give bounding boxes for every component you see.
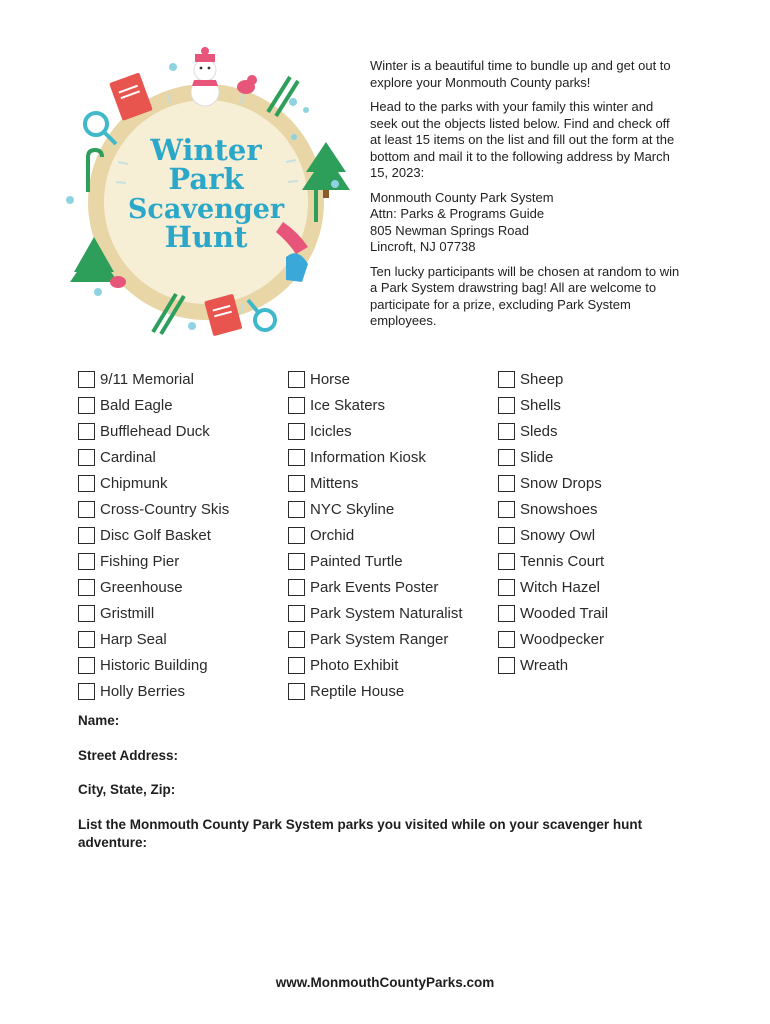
checklist-item[interactable] <box>78 574 229 600</box>
checkbox[interactable] <box>78 605 95 622</box>
checklist-item-label: Mittens <box>310 474 359 492</box>
checklist-item[interactable] <box>498 652 608 678</box>
checklist-item-label: Slide <box>520 448 554 466</box>
magnifying-glass-icon <box>85 113 116 144</box>
checklist-item-label: Snowshoes <box>520 500 598 518</box>
checklist-item-label: Snow Drops <box>520 474 602 492</box>
checklist-item-label: Shells <box>520 396 561 414</box>
checklist-item[interactable] <box>498 366 608 392</box>
checkbox[interactable] <box>288 475 305 492</box>
checklist-item[interactable] <box>288 626 463 652</box>
checklist-item-label: Cross-Country Skis <box>100 500 230 518</box>
checklist-item-label: Chipmunk <box>100 474 168 492</box>
checkbox[interactable] <box>498 579 515 596</box>
checklist-item-label: Ice Skaters <box>310 396 386 414</box>
checkbox[interactable] <box>78 423 95 440</box>
logo-graphic <box>58 42 358 347</box>
checkbox[interactable] <box>288 579 305 596</box>
name-field-label[interactable]: Name: <box>78 713 120 728</box>
checklist-item[interactable] <box>78 470 229 496</box>
checklist-item-label: Witch Hazel <box>520 578 601 596</box>
checklist-item[interactable] <box>498 444 608 470</box>
checkbox[interactable] <box>288 371 305 388</box>
checklist-item-label: Park Events Poster <box>310 578 439 596</box>
address-line-4: Lincroft, NJ 07738 <box>370 239 476 254</box>
checklist-item[interactable] <box>288 392 463 418</box>
checklist-item[interactable] <box>78 392 229 418</box>
checklist-item[interactable] <box>288 600 463 626</box>
checkbox[interactable] <box>288 683 305 700</box>
checkbox[interactable] <box>78 501 95 518</box>
checklist-item-label: 9/11 Memorial <box>100 370 194 388</box>
checklist-item-label: Historic Building <box>100 656 208 674</box>
checkbox[interactable] <box>78 449 95 466</box>
checklist-item-label: Bald Eagle <box>100 396 173 414</box>
checkbox[interactable] <box>78 657 95 674</box>
checklist-item-label: Painted Turtle <box>310 552 403 570</box>
checkbox[interactable] <box>78 371 95 388</box>
checkbox[interactable] <box>78 631 95 648</box>
address-line-1: Monmouth County Park System <box>370 189 554 205</box>
checkbox[interactable] <box>498 397 515 414</box>
checklist-item-label: Cardinal <box>100 448 156 466</box>
checklist-item[interactable] <box>498 522 608 548</box>
checklist-item-label: Fishing Pier <box>100 552 180 570</box>
checkbox[interactable] <box>498 371 515 388</box>
checklist-item-label: Icicles <box>310 422 352 440</box>
checklist-item-label: NYC Skyline <box>310 500 395 518</box>
checklist-item[interactable] <box>78 444 229 470</box>
checklist-item[interactable] <box>498 418 608 444</box>
checklist-item[interactable] <box>78 652 229 678</box>
checklist-item-label: Holly Berries <box>100 682 186 700</box>
checklist-item[interactable] <box>78 418 229 444</box>
checklist-item-label: Wooded Trail <box>520 604 609 622</box>
checkbox[interactable] <box>498 501 515 518</box>
checklist-item-label: Horse <box>310 370 351 388</box>
checklist-item[interactable] <box>288 548 463 574</box>
checklist-item[interactable] <box>498 600 608 626</box>
checkbox[interactable] <box>288 657 305 674</box>
checklist-item[interactable] <box>288 574 463 600</box>
checklist-item[interactable] <box>498 392 608 418</box>
checklist-column-1 <box>78 366 229 704</box>
address-line-2: Attn: Parks & Programs Guide <box>370 206 545 221</box>
cardinal-icon <box>110 276 126 288</box>
checkbox[interactable] <box>288 501 305 518</box>
logo-title-line-3: Scavenger <box>127 194 285 225</box>
street-address-field-label[interactable]: Street Address: <box>78 747 179 763</box>
intro-paragraph-2: Head to the parks with your family this winter and seek out the objects listed below. Find and check off at least 15 items on the list and fill out the form at the bottom and mail it to the following address by March 15, 2023: <box>370 99 675 180</box>
checklist-item[interactable] <box>78 548 229 574</box>
checklist-item-label: Snowy Owl <box>520 526 596 544</box>
checklist-item-label: Photo Exhibit <box>310 656 399 674</box>
logo-title-line-2: Park <box>168 162 244 196</box>
checkbox[interactable] <box>78 683 95 700</box>
checkbox[interactable] <box>498 449 515 466</box>
checkbox[interactable] <box>288 631 305 648</box>
bird-icon <box>237 75 257 94</box>
checklist-item[interactable] <box>78 522 229 548</box>
checkbox[interactable] <box>498 527 515 544</box>
checklist-item[interactable] <box>288 444 463 470</box>
checklist-item[interactable] <box>288 496 463 522</box>
checklist-item-label: Disc Golf Basket <box>100 526 211 544</box>
checkbox[interactable] <box>288 605 305 622</box>
website-url[interactable]: www.MonmouthCountyParks.com <box>275 975 495 990</box>
checkbox[interactable] <box>78 527 95 544</box>
checkbox[interactable] <box>498 657 515 674</box>
winter-park-scavenger-hunt-logo <box>58 42 358 347</box>
checklist-item[interactable] <box>288 418 463 444</box>
checklist-item[interactable] <box>78 600 229 626</box>
checkbox[interactable] <box>498 475 515 492</box>
intro-paragraph-3: Ten lucky participants will be chosen at random to win a Park System drawstring bag! All are welcome to participate for a prize, excluding Park System employees. <box>370 263 680 328</box>
checkbox[interactable] <box>288 423 305 440</box>
checklist-item-label: Park System Naturalist <box>310 604 463 622</box>
checkbox[interactable] <box>78 553 95 570</box>
checklist-item-label: Sheep <box>520 370 564 388</box>
checklist-column-2 <box>288 366 463 704</box>
checklist-item[interactable] <box>288 366 463 392</box>
checklist-item[interactable] <box>78 678 229 704</box>
checkbox[interactable] <box>498 605 515 622</box>
checklist-item-label: Wreath <box>520 656 569 674</box>
checklist-item-label: Orchid <box>310 526 355 544</box>
checklist-item-label: Woodpecker <box>520 630 604 648</box>
checklist-item-label: Sleds <box>520 422 558 440</box>
checkbox[interactable] <box>288 553 305 570</box>
checklist-item[interactable] <box>498 626 608 652</box>
checklist-column-3 <box>498 366 608 678</box>
checkbox[interactable] <box>288 397 305 414</box>
checkbox[interactable] <box>288 527 305 544</box>
checklist-item[interactable] <box>288 652 463 678</box>
checkbox[interactable] <box>78 475 95 492</box>
checklist-item-label: Harp Seal <box>100 630 167 648</box>
checkbox[interactable] <box>498 423 515 440</box>
checkbox[interactable] <box>288 449 305 466</box>
intro-text <box>370 58 682 338</box>
checklist-item-label: Greenhouse <box>100 578 183 596</box>
checklist-item[interactable] <box>78 626 229 652</box>
logo-title-line-4: Hunt <box>164 220 248 254</box>
checklist-item[interactable] <box>498 574 608 600</box>
checkbox[interactable] <box>78 397 95 414</box>
intro-paragraph-1: Winter is a beautiful time to bundle up and get out to explore your Monmouth County parks! <box>370 58 671 90</box>
scavenger-checklist <box>0 366 770 706</box>
checklist-item-label: Information Kiosk <box>310 448 426 466</box>
checkbox[interactable] <box>78 579 95 596</box>
city-state-zip-field-label[interactable]: City, State, Zip: <box>78 782 176 797</box>
checklist-item-label: Park System Ranger <box>310 630 449 648</box>
checklist-item-label: Reptile House <box>310 682 405 700</box>
parks-visited-question[interactable]: List the Monmouth County Park System parks you visited while on your scavenger hunt adventure: <box>78 816 643 850</box>
checklist-item[interactable] <box>78 496 229 522</box>
checklist-item[interactable] <box>288 522 463 548</box>
checkbox[interactable] <box>498 553 515 570</box>
checklist-item-label: Gristmill <box>100 604 155 622</box>
checklist-item[interactable] <box>498 548 608 574</box>
checklist-item-label: Tennis Court <box>520 552 605 570</box>
checklist-item[interactable] <box>498 470 608 496</box>
checkbox[interactable] <box>498 631 515 648</box>
checklist-item[interactable] <box>78 366 229 392</box>
logo-title-line-1: Winter <box>150 133 262 167</box>
mailing-address <box>370 190 682 256</box>
snowman-icon <box>191 47 219 106</box>
address-line-3: 805 Newman Springs Road <box>370 222 529 238</box>
checklist-item-label: Bufflehead Duck <box>100 422 210 440</box>
checklist-item[interactable] <box>288 678 463 704</box>
entry-form <box>78 712 678 852</box>
checklist-item[interactable] <box>288 470 463 496</box>
checklist-item[interactable] <box>498 496 608 522</box>
